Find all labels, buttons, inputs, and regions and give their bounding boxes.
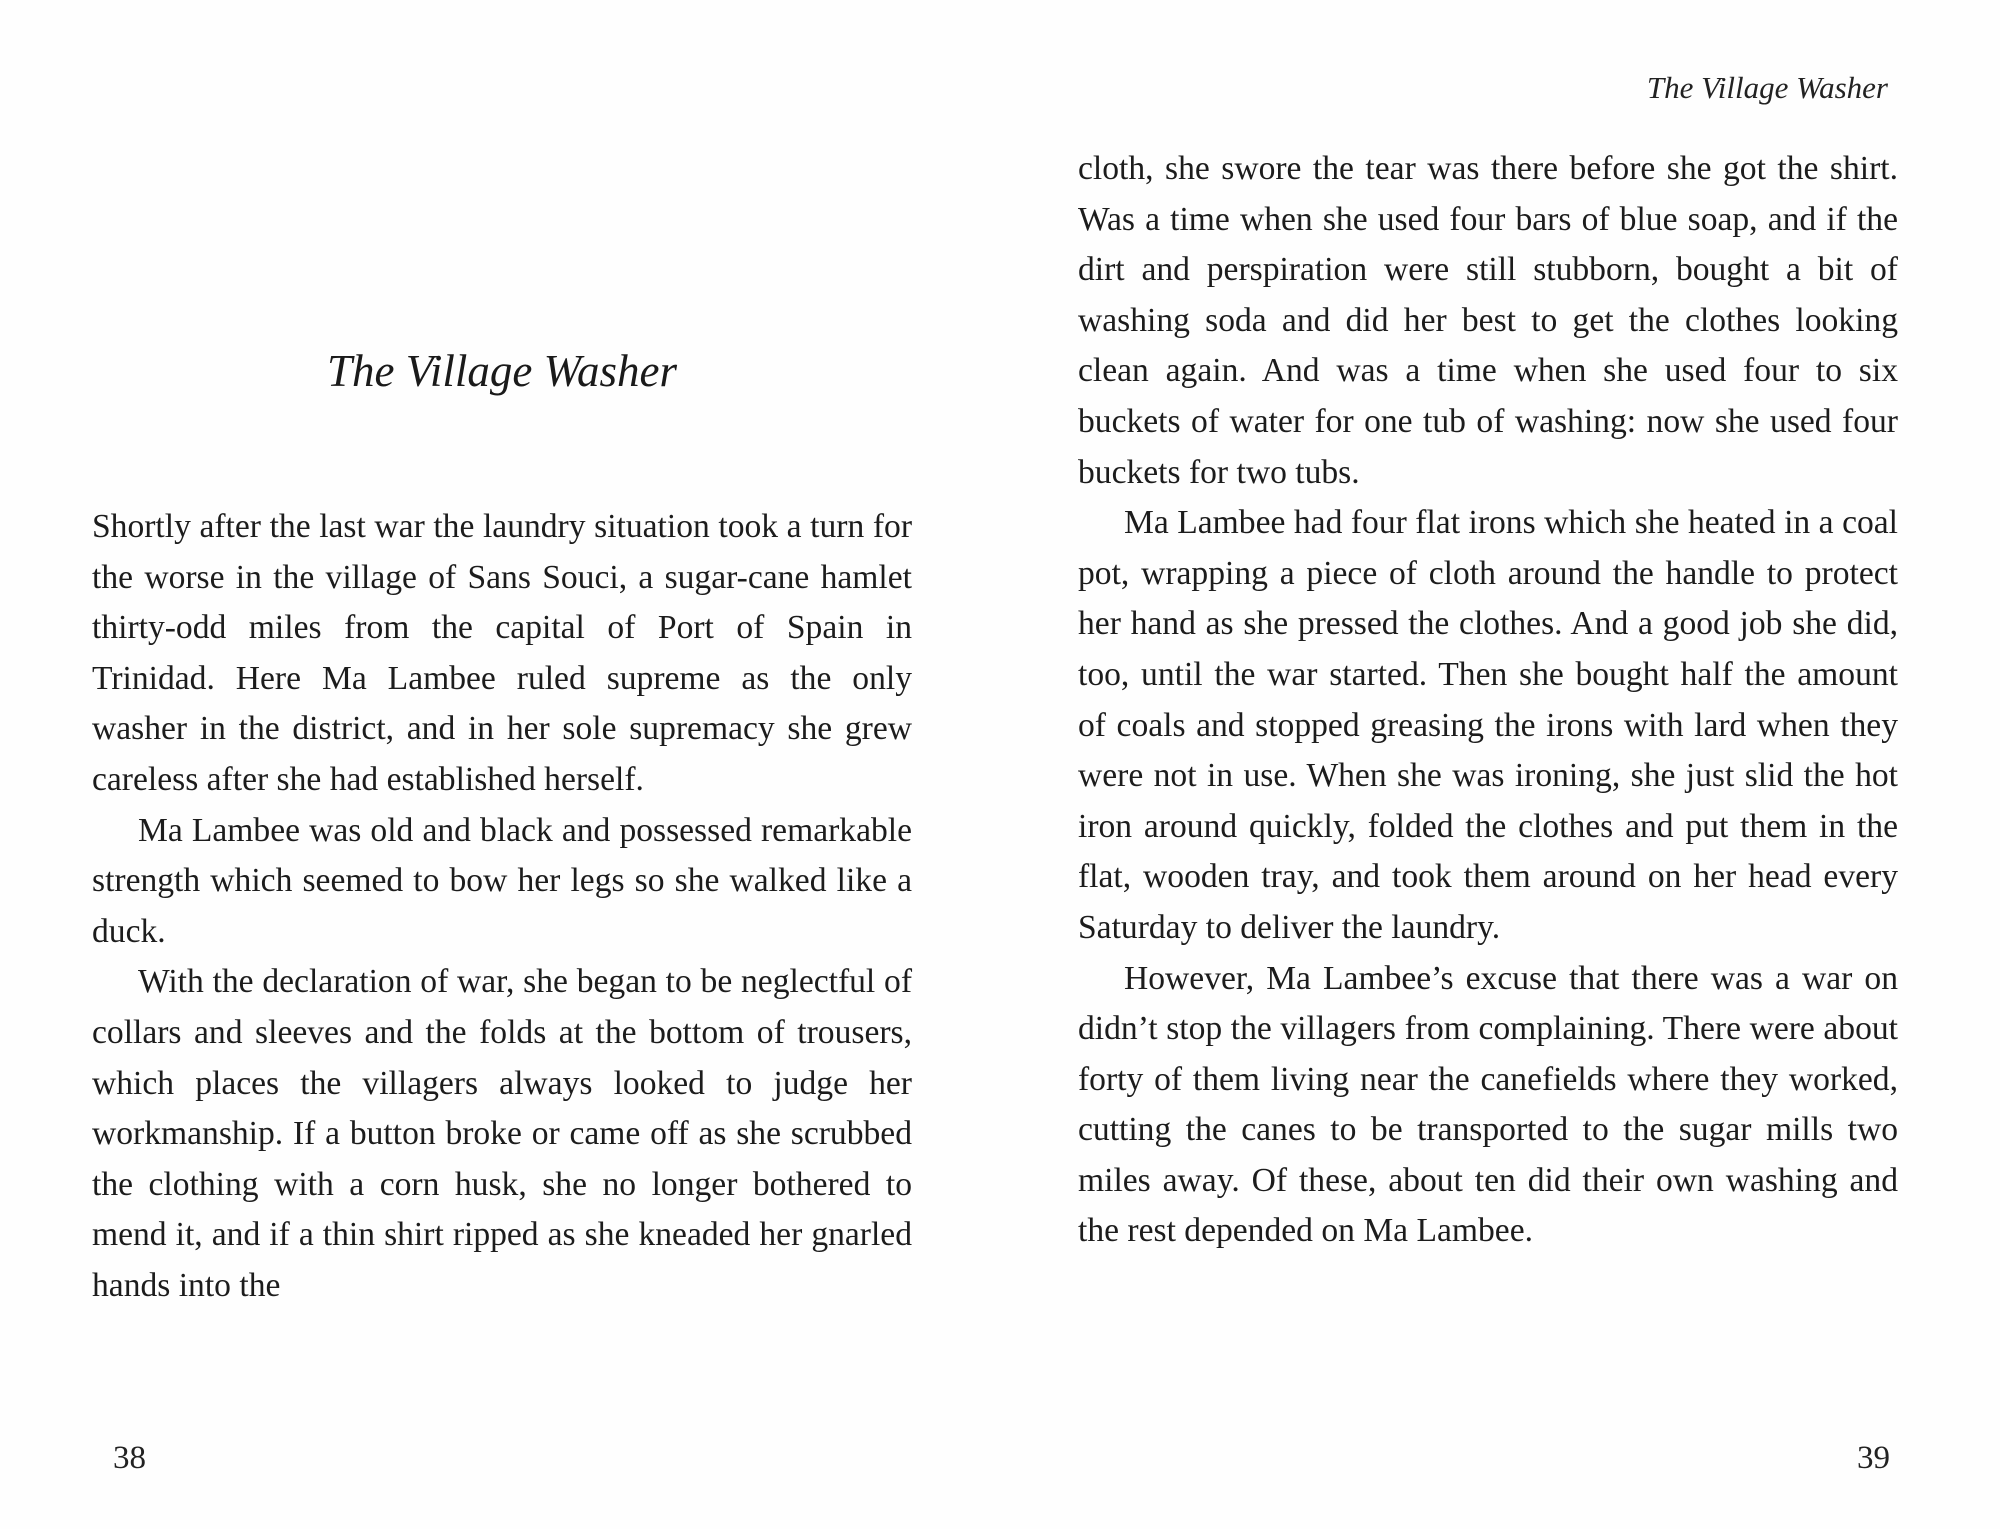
paragraph: Shortly after the last war the laundry situation took a turn for the worse in the village of Sans Souci, a sugar-cane hamlet thirty-odd miles from the capital of Port of Spain in Trinidad. Here Ma Lambee ruled supreme as the only washer in the district, and in her sole supremacy she grew careless after she had established herself. bbox=[92, 508, 912, 798]
left-page-body bbox=[92, 502, 912, 1312]
running-head: The Village Washer bbox=[1646, 70, 1888, 105]
paragraph: However, Ma Lambee’s excuse that there was a war on didn’t stop the villagers from complaining. There were about forty of them living near the canefields where they worked, cutting the canes to be transported to the sugar mills two miles away. Of these, about ten did their own washing and the rest depended on Ma Lambee. bbox=[1078, 959, 1898, 1250]
right-page bbox=[1000, 0, 2000, 1529]
chapter-title: The Village Washer bbox=[327, 346, 677, 396]
page-number-right: 39 bbox=[1857, 1440, 1890, 1476]
paragraph: With the declaration of war, she began to be neglectful of collars and sleeves and the folds at the bottom of trousers, which places the villagers always looked to judge her workmanship. If a button broke or came off as she scrubbed the clothing with a corn husk, she no longer bothered to mend it, and if a thin shirt ripped as she kneaded her gnarled hands into the bbox=[92, 963, 912, 1304]
paragraph: Ma Lambee had four flat irons which she heated in a coal pot, wrapping a piece of cloth around the handle to protect her hand as she pressed the clothes. And a good job she did, too, until the war started. Then she bought half the amount of coals and stopped greasing the irons with lard when they were not in use. When she was ironing, she just slid the hot iron around quickly, folded the clothes and put them in the flat, wooden tray, and took them around on her head every Saturday to deliver the laundry. bbox=[1078, 504, 1898, 946]
page-number-left: 38 bbox=[113, 1440, 146, 1476]
paragraph: cloth, she swore the tear was there before she got the shirt. Was a time when she used four bars of blue soap, and if the dirt and perspiration were still stubborn, bought a bit of washing soda and did her best to get the clothes looking clean again. And was a time when she used four to six buckets of water for one tub of washing: now she used four buckets for two tubs. bbox=[1078, 150, 1898, 491]
right-page-body bbox=[1078, 144, 1898, 1257]
paragraph: Ma Lambee was old and black and possessed remarkable strength which seemed to bow her legs so she walked like a duck. bbox=[92, 811, 912, 950]
